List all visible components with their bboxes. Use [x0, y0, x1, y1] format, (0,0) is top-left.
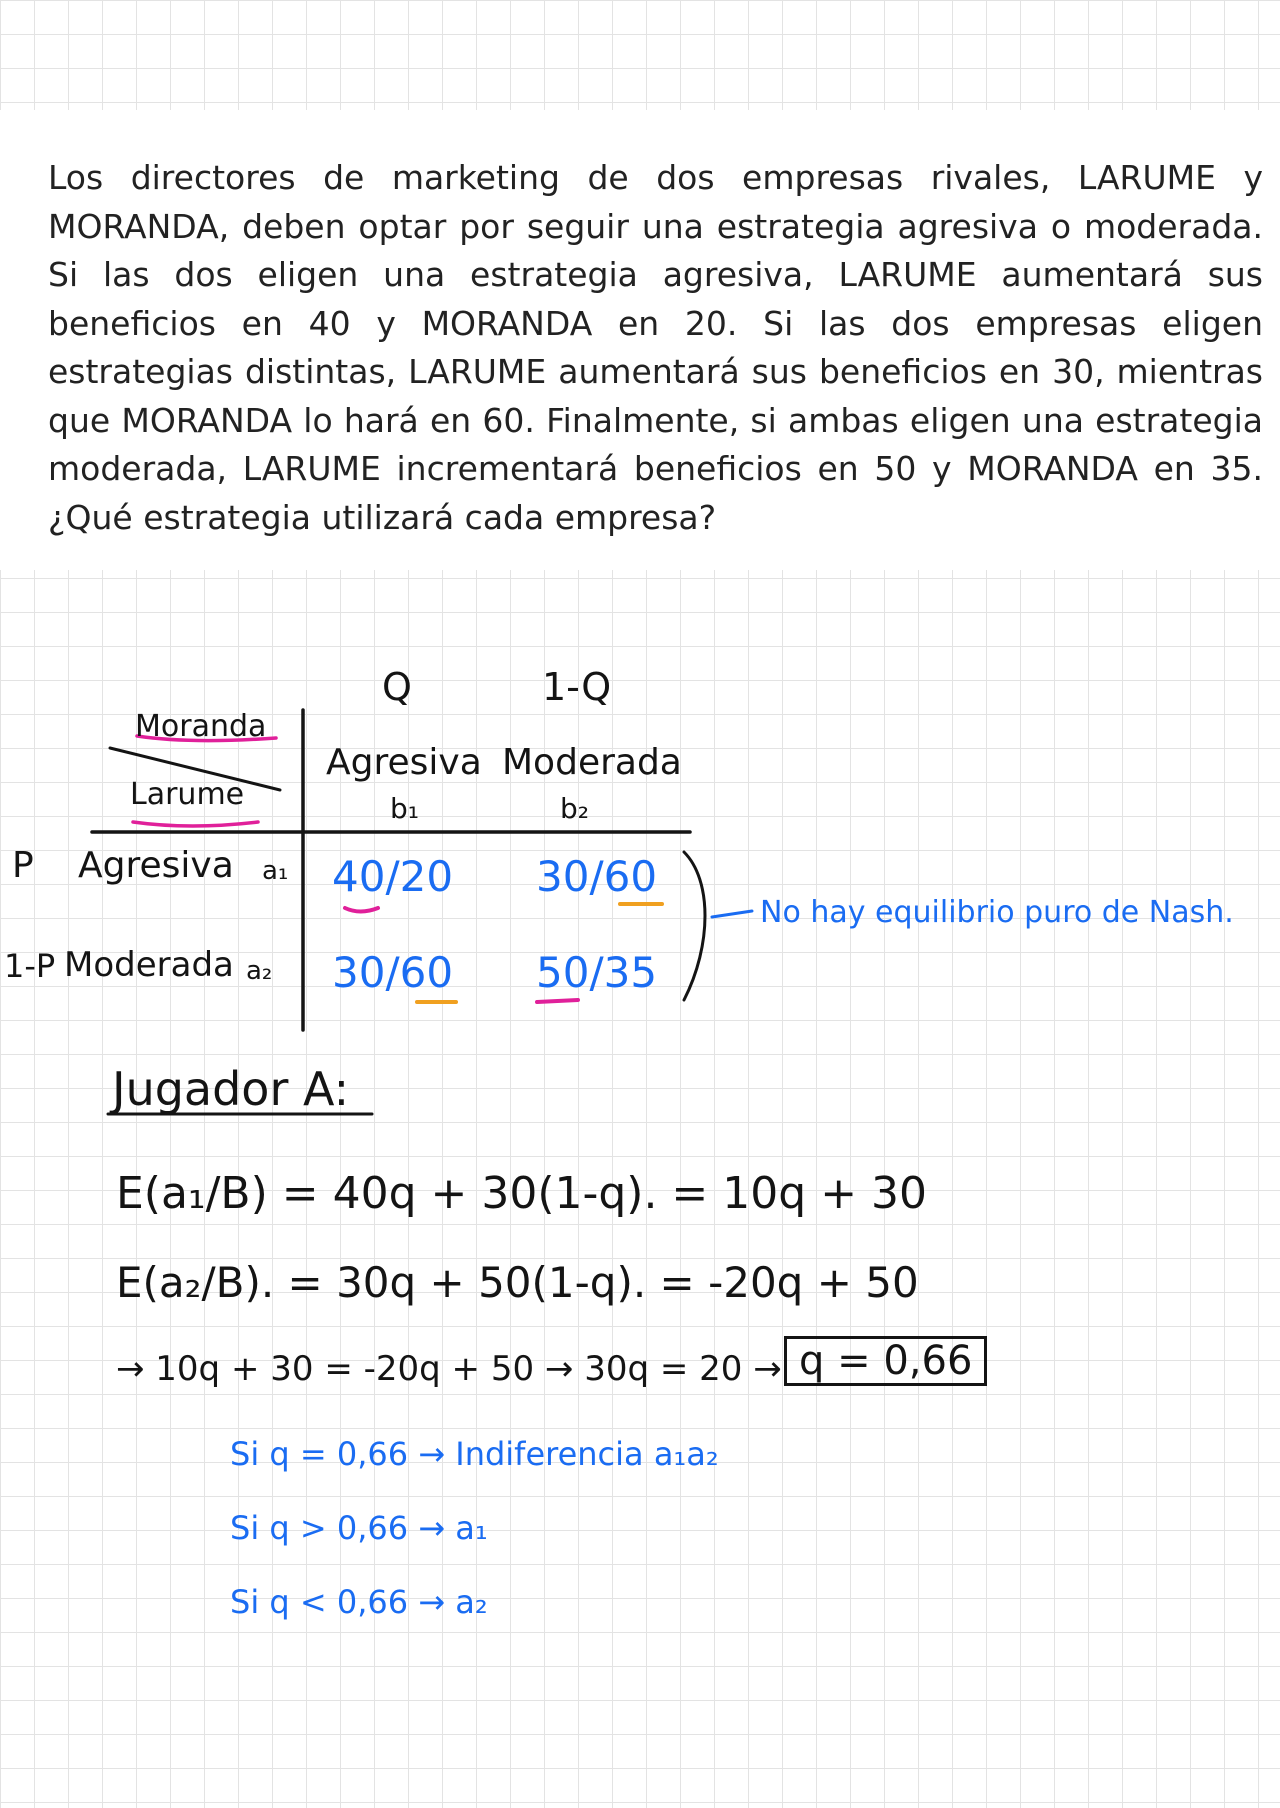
- col-header-agresiva: Agresiva: [326, 742, 482, 783]
- cell-agresiva-agresiva: 40/20: [332, 852, 454, 901]
- row-prob-1-p: 1-P: [4, 947, 56, 985]
- col-sub-b2: b₂: [560, 792, 589, 825]
- cell-agresiva-moderada: 30/60: [536, 852, 658, 901]
- q-result: q = 0,66: [784, 1336, 987, 1386]
- col-prob-q: Q: [382, 665, 412, 709]
- row-player-label: Larume: [130, 777, 245, 812]
- solution-heading: Jugador A:: [112, 1062, 350, 1116]
- problem-statement: Los directores de marketing de dos empresas rivales, LARUME y MORANDA, deben optar por seguir una estrategia agresiva o moderada. Si las dos eligen una estrategia agresiva, LARUME aumentará sus beneficios en 40 y MORANDA en 20. Si las dos empresas eligen estrategias distintas, LARUME aumentará sus beneficios en 30, mientras que MORANDA lo hará en 60. Finalmente, si ambas eligen una estrategia moderada, LARUME incrementará beneficios en 50 y MORANDA en 35. ¿Qué estrategia utilizará cada empresa?: [48, 158, 1263, 537]
- row-sub-a1: a₁: [262, 856, 289, 886]
- row-prob-p: P: [12, 845, 34, 886]
- equation-expected-a2: E(a₂/B). = 30q + 50(1-q). = -20q + 50: [116, 1258, 919, 1307]
- row-header-moderada: Moderada: [64, 945, 234, 985]
- col-sub-b1: b₁: [390, 792, 419, 825]
- cell-moderada-moderada: 50/35: [536, 948, 658, 997]
- note-indifference: Si q = 0,66 → Indiferencia a₁a₂: [230, 1435, 719, 1473]
- column-player-label: Moranda: [135, 709, 267, 744]
- cell-moderada-agresiva: 30/60: [332, 948, 454, 997]
- note-q-greater: Si q > 0,66 → a₁: [230, 1509, 488, 1547]
- equation-solve: → 10q + 30 = -20q + 50 → 30q = 20 →: [116, 1349, 782, 1389]
- nash-note: No hay equilibrio puro de Nash.: [760, 895, 1234, 930]
- row-header-agresiva: Agresiva: [78, 845, 234, 886]
- note-q-less: Si q < 0,66 → a₂: [230, 1583, 488, 1621]
- col-prob-1-q: 1-Q: [542, 665, 612, 709]
- col-header-moderada: Moderada: [502, 742, 682, 783]
- row-sub-a2: a₂: [246, 956, 273, 986]
- equation-expected-a1: E(a₁/B) = 40q + 30(1-q). = 10q + 30: [116, 1168, 928, 1219]
